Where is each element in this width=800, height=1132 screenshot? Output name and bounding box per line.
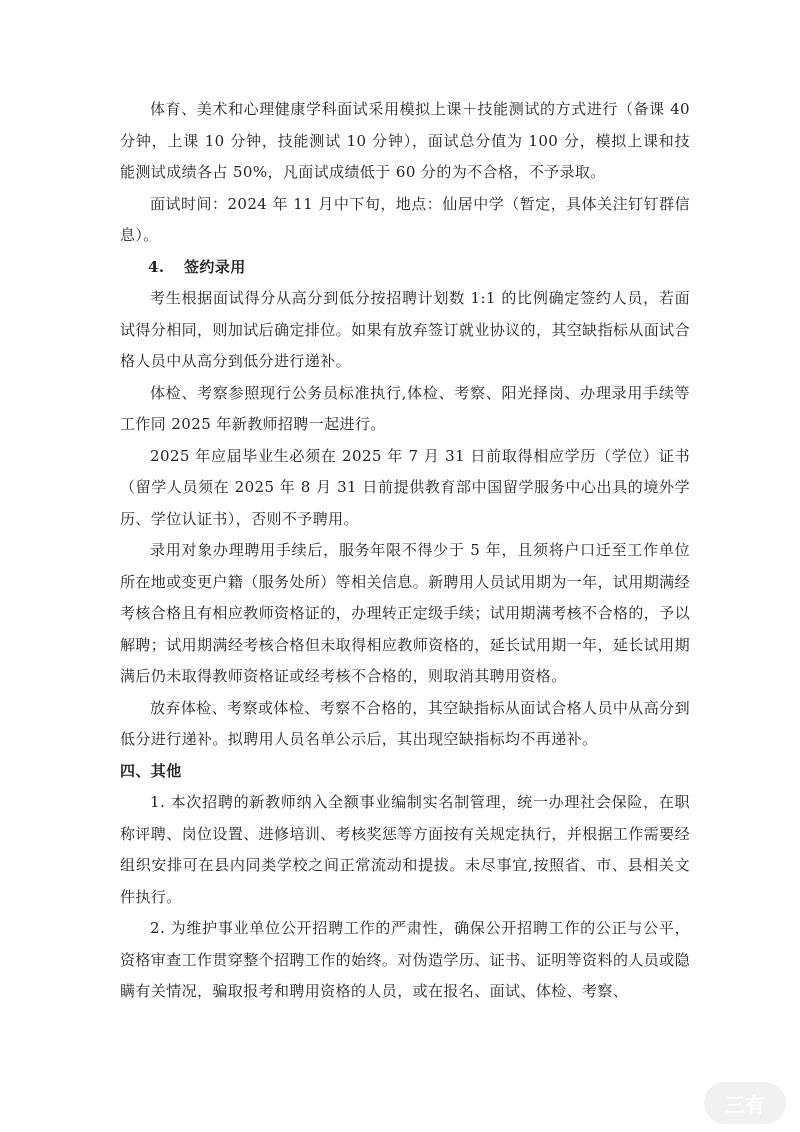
paragraph-physical-exam: 体检、考察参照现行公务员标准执行,体检、考察、阳光择岗、办理录用手续等工作同 2025 年新教师招聘一起进行。: [120, 383, 690, 433]
paragraph-interview-method: 体育、美术和心理健康学科面试采用模拟上课＋技能测试的方式进行（备课 40 分钟，上课 10 分钟，技能测试 10 分钟），面试总分值为 100 分，模拟上课和技能测试成绩各占 50%，凡面试成绩低于 60 分的为不合格，不予录取。: [120, 100, 690, 181]
paragraph-signing-rank: 考生根据面试得分从高分到低分按招聘计划数 1:1 的比例确定签约人员，若面试得分相同，则加试后确定排位。如果有放弃签订就业协议的，其空缺指标从面试合格人员中从高分到低分进行递补。: [120, 289, 690, 370]
watermark-logo: [704, 1082, 786, 1124]
subheading-number: 4.: [148, 257, 165, 276]
paragraph-other-1: 1. 本次招聘的新教师纳入全额事业编制实名制管理，统一办理社会保险，在职称评聘、岗位设置、进修培训、考核奖惩等方面按有关规定执行，并根据工作需要经组织安排可在县内同类学校之间正常流动和提拔。未尽事宜,按照省、市、县相关文件执行。: [120, 793, 690, 906]
watermark-text: 三有: [725, 1092, 765, 1117]
subheading-title: 签约录用: [184, 257, 246, 276]
paragraph-graduates: 2025 年应届毕业生必须在 2025 年 7 月 31 日前取得相应学历（学位）证书（留学人员须在 2025 年 8 月 31 日前提供教育部中国留学服务中心出具的境外学历、学位认证书），否则不予聘用。: [120, 446, 690, 528]
document-body: [120, 94, 690, 1008]
paragraph-vacancy: 放弃体检、考察或体检、考察不合格的，其空缺指标从面试合格人员中从高分到低分进行递补。拟聘用人员名单公示后，其出现空缺指标均不再递补。: [120, 698, 690, 748]
section-heading-other: 四、其他: [120, 761, 182, 780]
paragraph-interview-time: 面试时间：2024 年 11 月中下旬，地点：仙居中学（暂定，具体关注钉钉群信息）。: [120, 194, 690, 244]
subheading-signing: [120, 252, 690, 284]
paragraph-employment-terms: 录用对象办理聘用手续后，服务年限不得少于 5 年，且须将户口迁至工作单位所在地或变更户籍（服务处所）等相关信息。新聘用人员试用期为一年，试用期满经考核合格且有相应教师资格证的，办理转正定级手续；试用期满考核不合格的，予以解聘；试用期满经考核合格但未取得相应教师资格的，延长试用期一年，延长试用期满后仍未取得教师资格证或经考核不合格的，则取消其聘用资格。: [120, 541, 690, 685]
paragraph-other-2: 2. 为维护事业单位公开招聘工作的严肃性，确保公开招聘工作的公正与公平，资格审查工作贯穿整个招聘工作的始终。对伪造学历、证书、证明等资料的人员或隐瞒有关情况，骗取报考和聘用资格的人员，或在报名、面试、体检、考察、: [120, 919, 690, 1000]
